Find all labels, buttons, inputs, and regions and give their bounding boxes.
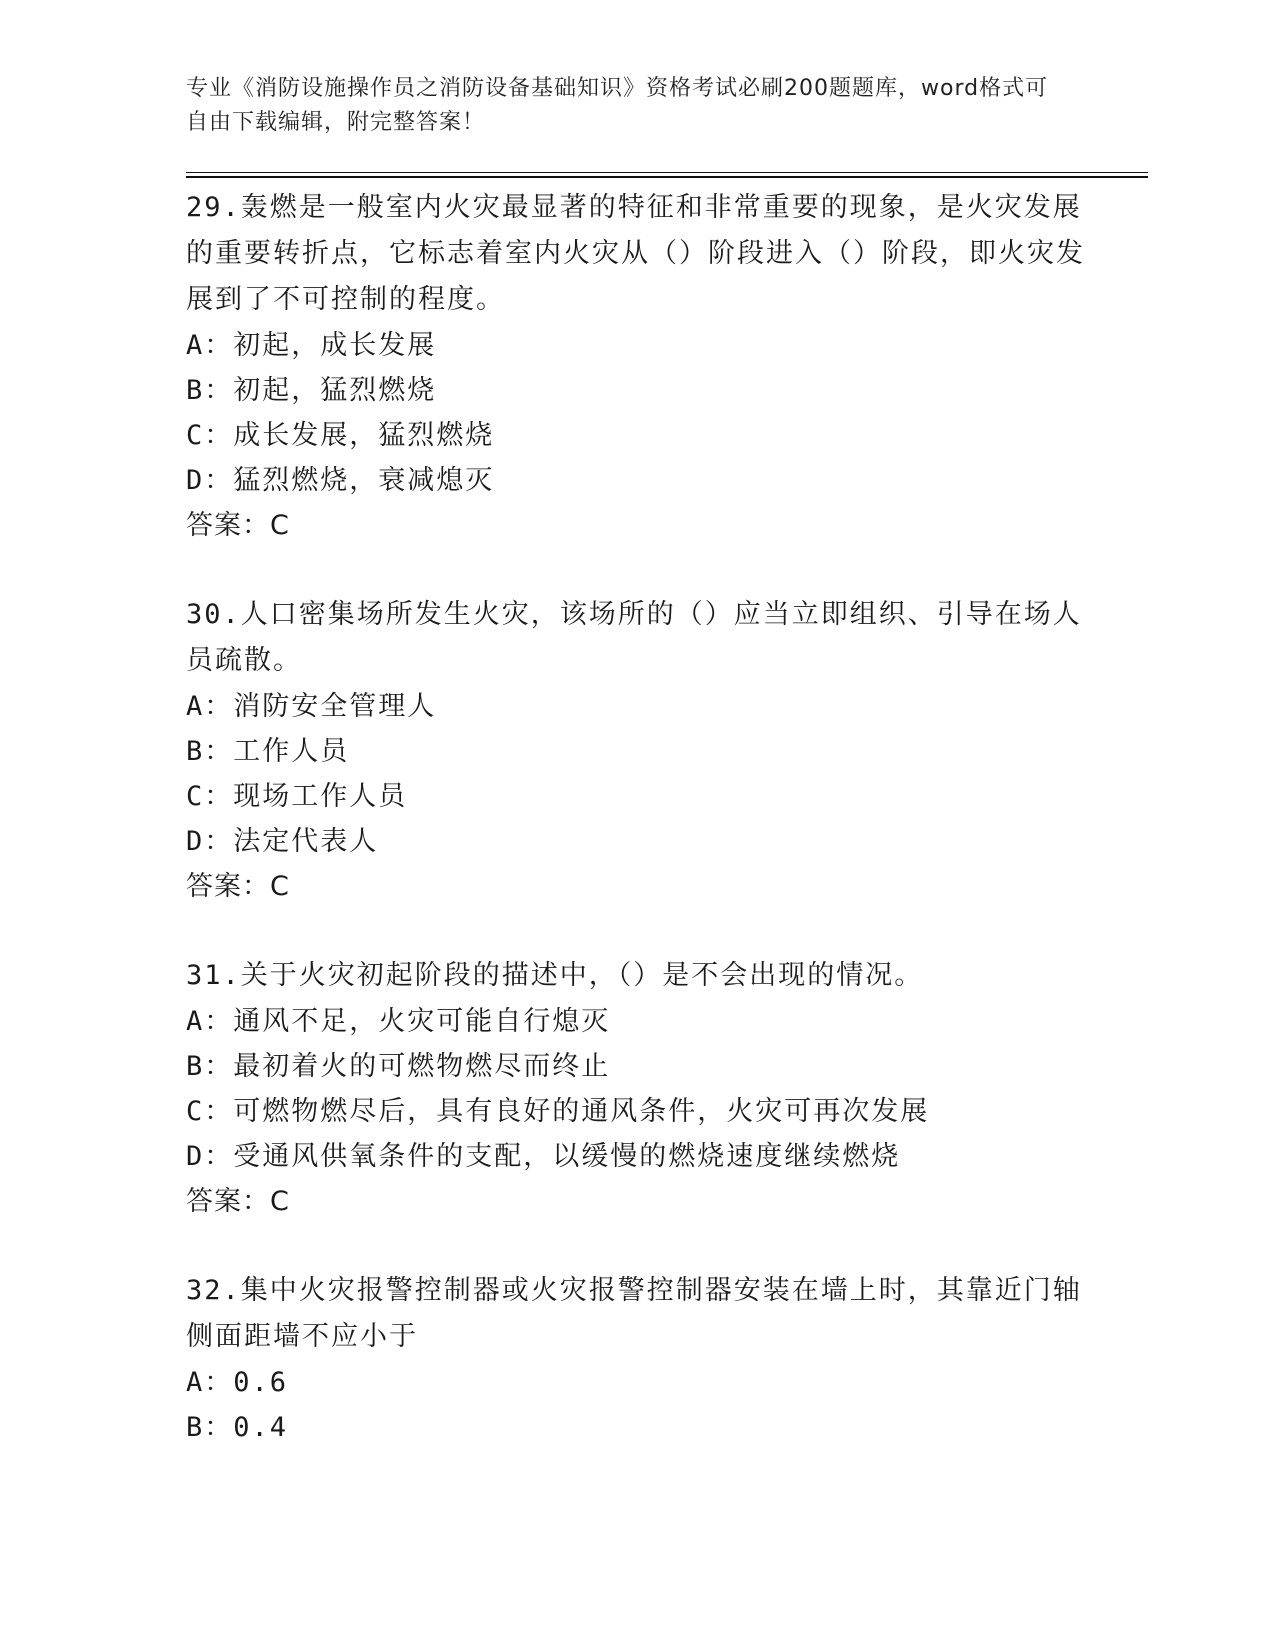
answer: 答案：C (186, 510, 290, 541)
question-31 (186, 953, 1086, 1225)
option-b: B：工作人员 (186, 736, 350, 767)
option-d: D：受通风供氧条件的支配，以缓慢的燃烧速度继续燃烧 (186, 1141, 901, 1172)
question-32 (186, 1268, 1086, 1450)
option-d: D：法定代表人 (186, 826, 379, 857)
option-a: A：0.6 (186, 1367, 289, 1398)
option-b: B：最初着火的可燃物燃尽而终止 (186, 1051, 611, 1082)
option-c: C：可燃物燃尽后，具有良好的通风条件，火灾可再次发展 (186, 1096, 930, 1127)
question-text: 31.关于火灾初起阶段的描述中，（）是不会出现的情况。 (186, 960, 924, 991)
header-rule-thick (186, 176, 1148, 178)
question-text: 29.轰燃是一般室内火灾最显著的特征和非常重要的现象，是火灾发展的重要转折点，它标志着室内火灾从（）阶段进入（）阶段，即火灾发展到了不可控制的程度。 (186, 192, 1085, 315)
document-header: 专业《消防设施操作员之消防设备基础知识》资格考试必刷200题题库，word格式可自由下载编辑，附完整答案！ (186, 76, 1049, 135)
question-text: 30.人口密集场所发生火灾，该场所的（）应当立即组织、引导在场人员疏散。 (186, 599, 1082, 676)
option-a: A：通风不足，火灾可能自行熄灭 (186, 1006, 611, 1037)
option-b: B：0.4 (186, 1412, 289, 1443)
option-d: D：猛烈燃烧，衰减熄灭 (186, 465, 495, 496)
header-rule-thin (186, 172, 1148, 173)
question-29 (186, 185, 1086, 549)
question-text: 32.集中火灾报警控制器或火灾报警控制器安装在墙上时，其靠近门轴侧面距墙不应小于 (186, 1275, 1082, 1352)
option-a: A：消防安全管理人 (186, 691, 437, 722)
question-list (186, 185, 1086, 1493)
option-a: A：初起，成长发展 (186, 330, 437, 361)
option-b: B：初起，猛烈燃烧 (186, 375, 437, 406)
answer: 答案：C (186, 871, 290, 902)
question-30 (186, 592, 1086, 910)
option-c: C：成长发展，猛烈燃烧 (186, 420, 495, 451)
option-c: C：现场工作人员 (186, 781, 408, 812)
answer: 答案：C (186, 1186, 290, 1217)
